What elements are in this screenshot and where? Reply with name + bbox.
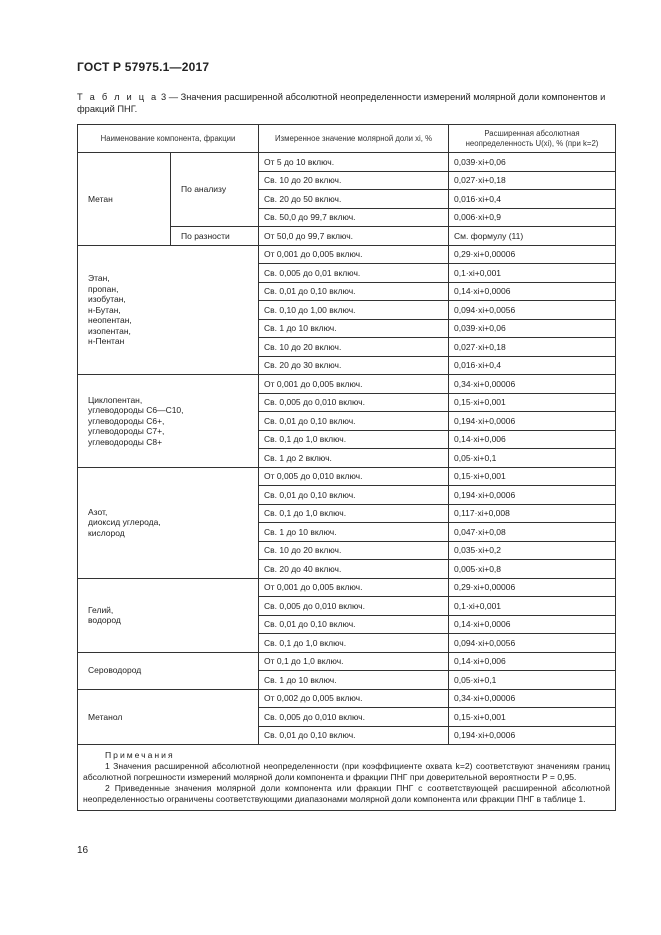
range-cell: От 50,0 до 99,7 включ. [259, 227, 449, 246]
formula-cell: 0,14·xi+0,006 [449, 430, 616, 449]
range-cell: Св. 10 до 20 включ. [259, 171, 449, 190]
table-row [78, 467, 616, 486]
formula-cell: 0,117·xi+0,008 [449, 504, 616, 523]
notes-cell [78, 745, 616, 811]
table-row [78, 245, 616, 264]
table-row [78, 652, 616, 671]
range-cell: От 0,002 до 0,005 включ. [259, 689, 449, 708]
notes-heading: Примечания [105, 750, 175, 760]
formula-cell: 0,194·xi+0,0006 [449, 726, 616, 745]
component-name-line: неопентан, [88, 315, 132, 325]
formula-cell: 0,027·xi+0,18 [449, 171, 616, 190]
caption-number: 3 [160, 92, 167, 102]
component-name [78, 578, 259, 652]
standard-title: ГОСТ Р 57975.1—2017 [77, 60, 210, 74]
table-header-row [78, 125, 616, 153]
range-cell: Св. 10 до 20 включ. [259, 338, 449, 357]
formula-cell: 0,016·xi+0,4 [449, 356, 616, 375]
component-name-line: Азот, [88, 506, 108, 517]
range-cell: Св. 0,005 до 0,01 включ. [259, 264, 449, 283]
component-name-line: н-Бутан, [88, 304, 121, 315]
formula-cell: 0,194·xi+0,0006 [449, 486, 616, 505]
range-cell: Св. 0,01 до 0,10 включ. [259, 615, 449, 634]
component-name-line: кислород [88, 527, 125, 538]
method-by-analysis: По анализу [171, 153, 259, 227]
formula-cell: 0,1·xi+0,001 [449, 597, 616, 616]
header-component: Наименование компонента, фракции [78, 125, 259, 153]
range-cell: Св. 0,01 до 0,10 включ. [259, 486, 449, 505]
header-uncertainty: Расширенная абсолютная неопределенность U(xi), % (при k=2) [449, 125, 616, 153]
range-cell: Св. 1 до 10 включ. [259, 523, 449, 542]
formula-cell: 0,14·xi+0,0006 [449, 615, 616, 634]
component-name-line: углеводороды C6—C10, [88, 405, 184, 415]
component-name: Метан [78, 153, 171, 246]
range-cell: Св. 0,10 до 1,00 включ. [259, 301, 449, 320]
formula-cell: 0,14·xi+0,006 [449, 652, 616, 671]
range-cell: Св. 20 до 40 включ. [259, 560, 449, 579]
component-name-line: углеводороды C6+, [88, 415, 165, 426]
range-cell: Св. 1 до 10 включ. [259, 671, 449, 690]
range-cell: Св. 0,1 до 1,0 включ. [259, 430, 449, 449]
formula-cell: См. формулу (11) [449, 227, 616, 246]
header-measured-value: Измеренное значение молярной доли xi, % [259, 125, 449, 153]
formula-cell: 0,15·xi+0,001 [449, 708, 616, 727]
caption-label: Т а б л и ц а [77, 92, 159, 102]
table-row [78, 689, 616, 708]
range-cell: Св. 10 до 20 включ. [259, 541, 449, 560]
formula-cell: 0,005·xi+0,8 [449, 560, 616, 579]
formula-cell: 0,035·xi+0,2 [449, 541, 616, 560]
formula-cell: 0,039·xi+0,06 [449, 153, 616, 172]
range-cell: Св. 0,1 до 1,0 включ. [259, 504, 449, 523]
range-cell: От 0,001 до 0,005 включ. [259, 375, 449, 394]
component-name-line: углеводороды C8+ [88, 436, 163, 447]
component-name-line: диоксид углерода, [88, 517, 161, 528]
range-cell: От 0,001 до 0,005 включ. [259, 578, 449, 597]
method-by-difference: По разности [171, 227, 259, 246]
formula-cell: 0,006·xi+0,9 [449, 208, 616, 227]
component-name-line: Гелий, [88, 604, 114, 615]
component-name-line: изопентан, [88, 325, 131, 336]
range-cell: Св. 0,01 до 0,10 включ. [259, 282, 449, 301]
table-row [78, 153, 616, 172]
formula-cell: 0,34·xi+0,00006 [449, 689, 616, 708]
range-cell: Св. 50,0 до 99,7 включ. [259, 208, 449, 227]
range-cell: Св. 20 до 30 включ. [259, 356, 449, 375]
range-cell: Св. 0,005 до 0,010 включ. [259, 393, 449, 412]
range-cell: Св. 0,01 до 0,10 включ. [259, 726, 449, 745]
formula-cell: 0,194·xi+0,0006 [449, 412, 616, 431]
notes-row [78, 745, 616, 811]
component-name-line: Циклопентан, [88, 394, 143, 405]
component-name-line: углеводороды C7+, [88, 426, 165, 436]
note-1: 1 Значения расширенной абсолютной неопределенности (при коэффициенте охвата k=2) соответствуют значениям границ абсолютной погрешности измерений молярной доли компонента и фракции ПНГ при доверительной вероятности P = 0,95. [83, 761, 610, 782]
formula-cell: 0,15·xi+0,001 [449, 467, 616, 486]
component-name-line: водород [88, 615, 121, 625]
range-cell: От 0,1 до 1,0 включ. [259, 652, 449, 671]
range-cell: Св. 0,01 до 0,10 включ. [259, 412, 449, 431]
note-2: 2 Приведенные значения молярной доли компонента или фракции ПНГ с соответствующей расширенной абсолютной неопределенностью ограничены соответствующими диапазонами молярной доли компонента или фракции ПНГ в таблице 1. [83, 783, 610, 804]
page-number: 16 [77, 845, 89, 856]
formula-cell: 0,027·xi+0,18 [449, 338, 616, 357]
component-name: Метанол [78, 689, 259, 745]
formula-cell: 0,15·xi+0,001 [449, 393, 616, 412]
component-name [78, 467, 259, 578]
component-name-line: Этан, [88, 273, 110, 283]
formula-cell: 0,047·xi+0,08 [449, 523, 616, 542]
range-cell: Св. 1 до 2 включ. [259, 449, 449, 468]
component-name-line: изобутан, [88, 294, 126, 304]
table-row [78, 578, 616, 597]
formula-cell: 0,05·xi+0,1 [449, 449, 616, 468]
range-cell: Св. 1 до 10 включ. [259, 319, 449, 338]
formula-cell: 0,14·xi+0,0006 [449, 282, 616, 301]
uncertainty-table [77, 124, 616, 811]
component-name: Сероводород [78, 652, 259, 689]
formula-cell: 0,05·xi+0,1 [449, 671, 616, 690]
component-name [78, 245, 259, 375]
formula-cell: 0,016·xi+0,4 [449, 190, 616, 209]
range-cell: Св. 0,005 до 0,010 включ. [259, 708, 449, 727]
caption-text: — Значения расширенной абсолютной неопределенности измерений молярной доли компонентов и фракций ПНГ. [77, 92, 606, 114]
formula-cell: 0,039·xi+0,06 [449, 319, 616, 338]
table-caption [77, 91, 617, 115]
formula-cell: 0,094·xi+0,0056 [449, 634, 616, 653]
table-row [78, 375, 616, 394]
range-cell: Св. 0,005 до 0,010 включ. [259, 597, 449, 616]
formula-cell: 0,1·xi+0,001 [449, 264, 616, 283]
component-name [78, 375, 259, 468]
range-cell: Св. 0,1 до 1,0 включ. [259, 634, 449, 653]
range-cell: От 0,005 до 0,010 включ. [259, 467, 449, 486]
formula-cell: 0,094·xi+0,0056 [449, 301, 616, 320]
range-cell: От 0,001 до 0,005 включ. [259, 245, 449, 264]
range-cell: От 5 до 10 включ. [259, 153, 449, 172]
component-name-line: пропан, [88, 283, 119, 294]
range-cell: Св. 20 до 50 включ. [259, 190, 449, 209]
formula-cell: 0,29·xi+0,00006 [449, 578, 616, 597]
formula-cell: 0,29·xi+0,00006 [449, 245, 616, 264]
formula-cell: 0,34·xi+0,00006 [449, 375, 616, 394]
component-name-line: н-Пентан [88, 336, 125, 346]
